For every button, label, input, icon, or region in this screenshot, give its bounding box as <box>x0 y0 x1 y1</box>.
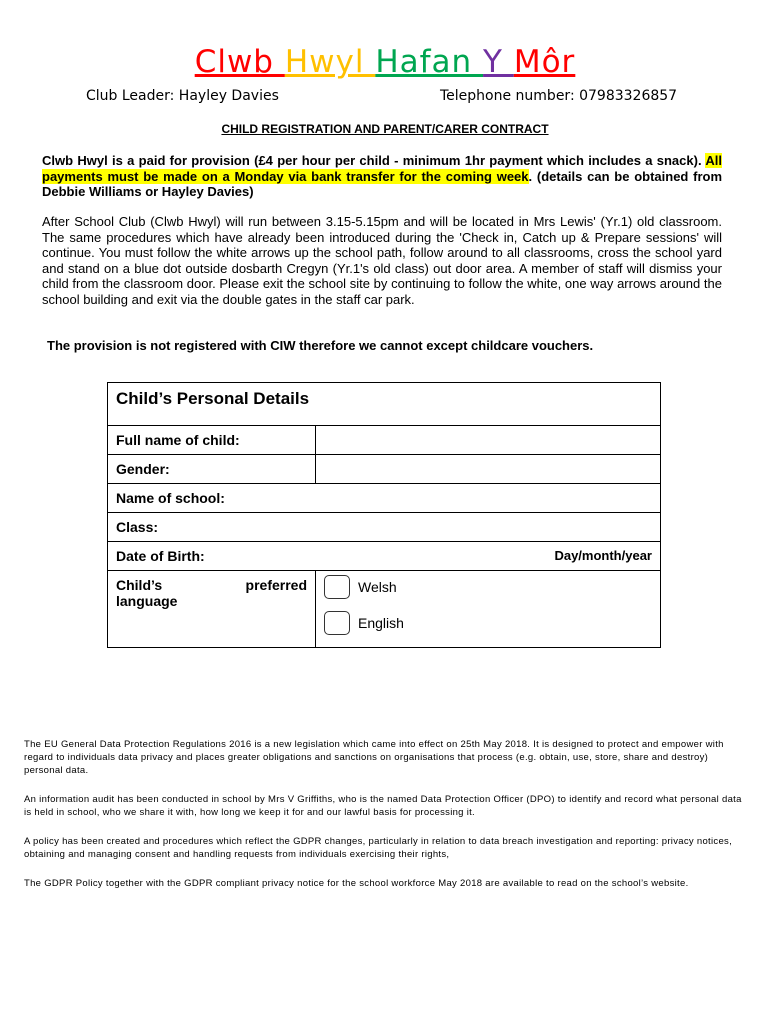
school-field[interactable] <box>108 484 661 513</box>
procedure-paragraph: After School Club (Clwb Hwyl) will run between 3.15-5.15pm and will be located in Mrs Lewis' (Yr.1) old classroom. The same procedures which have already been introduced during the 'Check in, Catch up & Prepare sessions' will continue. You must follow the white arrows up the school path, follow around to all classrooms, cross the school yard and stand on a blue dot outside dosbarth Cregyn (Yr.1's old class) out door area. A member of staff will dismiss your child from the classroom door. Please exit the school site by continuing to follow the white, one way arrows around the school building and exit via the double gates in the staff car park. <box>42 214 722 307</box>
telephone-number: Telephone number: 07983326857 <box>440 88 678 104</box>
gdpr-paragraph-1: The EU General Data Protection Regulations 2016 is a new legislation which came into effect on 25th May 2018. It is designed to protect and empower with regard to individuals data privacy and places greater obligations and sanctions on organisations that process (e.g. obtain, use, store, share and destroy) personal data. <box>24 739 724 776</box>
payment-text-1: Clwb Hwyl is a paid for provision (£4 per hour per child - minimum 1hr payment which includes a snack). <box>42 153 706 168</box>
title-word-3: Hafan <box>375 44 484 80</box>
language-label-part1: Child’s <box>116 577 163 593</box>
dob-field[interactable] <box>108 542 661 571</box>
gdpr-paragraph-2: An information audit has been conducted in school by Mrs V Griffiths, who is the named Data Protection Officer (DPO) to identify and record what personal data is held in school, who we share it with, how long we keep it for and our lawful basis for processing it. <box>24 794 742 818</box>
option-welsh[interactable] <box>324 575 652 599</box>
full-name-field[interactable] <box>316 426 661 455</box>
welsh-label: Welsh <box>358 579 397 595</box>
form-title: Child’s Personal Details <box>108 383 661 426</box>
option-english[interactable] <box>324 611 652 635</box>
school-label: Name of school: <box>116 490 225 506</box>
personal-details-form <box>107 382 661 648</box>
english-label: English <box>358 615 404 631</box>
title-word-5: Môr <box>513 44 576 80</box>
payment-paragraph <box>42 153 722 200</box>
ciw-notice: The provision is not registered with CIW therefore we cannot except childcare vouchers. <box>47 338 594 353</box>
class-label: Class: <box>116 519 159 535</box>
gdpr-paragraph-4: The GDPR Policy together with the GDPR compliant privacy notice for the school workforce May 2018 are available to read on the school’s website. <box>24 878 689 889</box>
title-word-2: Hwyl <box>284 44 376 80</box>
title-word-1: Clwb <box>194 44 285 80</box>
language-label-part3: language <box>116 593 178 609</box>
title-word-4: Y <box>483 44 514 80</box>
language-label <box>108 571 316 648</box>
contract-heading: CHILD REGISTRATION AND PARENT/CARER CONTRACT <box>221 122 549 136</box>
gender-label: Gender: <box>108 455 316 484</box>
payment-highlight: All payments must be made on a Monday via bank transfer for the coming week <box>42 153 722 184</box>
class-field[interactable] <box>108 513 661 542</box>
language-label-part2: preferred <box>245 577 307 593</box>
welsh-checkbox[interactable] <box>324 575 350 599</box>
club-title <box>0 44 770 80</box>
english-checkbox[interactable] <box>324 611 350 635</box>
payment-text-2: . (details can be obtained from Debbie Williams or Hayley Davies) <box>42 168 723 199</box>
language-options <box>316 571 661 648</box>
full-name-label: Full name of child: <box>108 426 316 455</box>
dob-label: Date of Birth: <box>116 548 205 564</box>
club-leader: Club Leader: Hayley Davies <box>86 88 279 104</box>
gender-field[interactable] <box>316 455 661 484</box>
dob-format-hint: Day/month/year <box>554 548 652 563</box>
gdpr-paragraph-3: A policy has been created and procedures which reflect the GDPR changes, particularly in relation to data breach investigation and reporting: privacy notices, obtaining and managing consent and handling requests from individuals exercising their rights, <box>24 836 733 860</box>
